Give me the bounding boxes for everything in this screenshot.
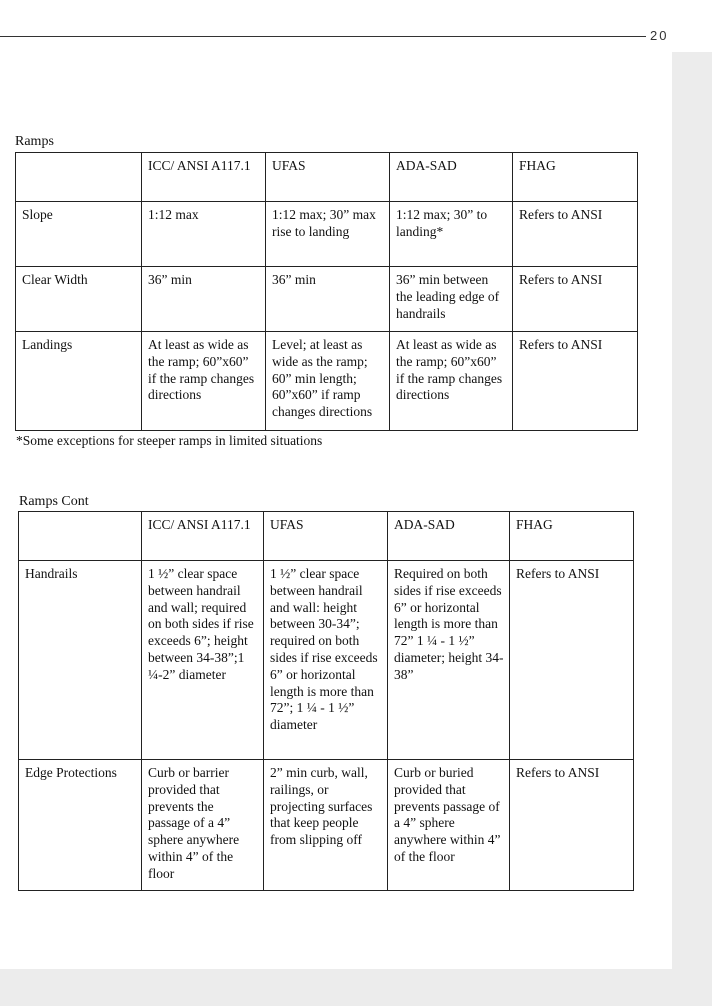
table-row: [19, 561, 634, 760]
cell-fhag: Refers to ANSI: [513, 332, 638, 431]
cell-icc: 1 ½” clear space between handrail and wall; required on both sides if rise exceeds 6”; height between 34-38”;1 ¼-2” diameter: [142, 561, 264, 760]
column-header-ufas: UFAS: [264, 512, 388, 561]
ramps-title: Ramps: [15, 134, 54, 149]
cell-fhag: Refers to ANSI: [510, 561, 634, 760]
cell-fhag: Refers to ANSI: [513, 267, 638, 332]
table-row: [16, 202, 638, 267]
page-header: [0, 0, 712, 52]
cell-icc: At least as wide as the ramp; 60”x60” if the ramp changes directions: [142, 332, 266, 431]
row-label-handrails: Handrails: [19, 561, 142, 760]
ramps-footnote: *Some exceptions for steeper ramps in limited situations: [16, 433, 323, 448]
column-header-fhag: FHAG: [510, 512, 634, 561]
ramps-cont-card: [10, 484, 644, 902]
column-header-blank: [16, 153, 142, 202]
column-header-fhag: FHAG: [513, 153, 638, 202]
column-header-icc-ansi: ICC/ ANSI A117.1: [142, 153, 266, 202]
cell-icc: 36” min: [142, 267, 266, 332]
row-label-clear-width: Clear Width: [16, 267, 142, 332]
cell-ufas: 2” min curb, wall, railings, or projecting surfaces that keep people from slipping off: [264, 760, 388, 891]
cell-fhag: Refers to ANSI: [510, 760, 634, 891]
table-row: [16, 332, 638, 431]
row-label-landings: Landings: [16, 332, 142, 431]
cell-ada: Curb or buried provided that prevents passage of a 4” sphere anywhere within 4” of the floor: [388, 760, 510, 891]
column-header-icc-ansi: ICC/ ANSI A117.1: [142, 512, 264, 561]
cell-icc: 1:12 max: [142, 202, 266, 267]
row-label-edge-protections: Edge Protections: [19, 760, 142, 891]
header-rule: [0, 36, 646, 37]
ramps-cont-title: Ramps Cont: [19, 494, 89, 509]
table-row: [19, 760, 634, 891]
cell-ufas: 1:12 max; 30” max rise to landing: [266, 202, 390, 267]
column-header-ada-sad: ADA-SAD: [390, 153, 513, 202]
cell-ada: Required on both sides if rise exceeds 6” or horizontal length is more than 72” 1 ¼ - 1 ½” diameter; height 34-38”: [388, 561, 510, 760]
cell-ufas: 1 ½” clear space between handrail and wall: height between 30-34”; required on both sides if rise exceeds 6” or horizontal length is more than 72”; 1 ¼ - 1 ½” diameter: [264, 561, 388, 760]
ramps-cont-table: [18, 511, 634, 891]
page-number: 20: [650, 28, 669, 43]
cell-ufas: 36” min: [266, 267, 390, 332]
cell-ada: 1:12 max; 30” to landing*: [390, 202, 513, 267]
column-header-ufas: UFAS: [266, 153, 390, 202]
ramps-card: [6, 124, 654, 456]
column-header-blank: [19, 512, 142, 561]
table-header-row: [16, 153, 638, 202]
ramps-table: [15, 152, 638, 431]
table-row: [16, 267, 638, 332]
table-header-row: [19, 512, 634, 561]
cell-ada: 36” min between the leading edge of handrails: [390, 267, 513, 332]
column-header-ada-sad: ADA-SAD: [388, 512, 510, 561]
cell-fhag: Refers to ANSI: [513, 202, 638, 267]
cell-ufas: Level; at least as wide as the ramp; 60” min length; 60”x60” if ramp changes directions: [266, 332, 390, 431]
cell-ada: At least as wide as the ramp; 60”x60” if the ramp changes directions: [390, 332, 513, 431]
cell-icc: Curb or barrier provided that prevents the passage of a 4” sphere anywhere within 4” of the floor: [142, 760, 264, 891]
row-label-slope: Slope: [16, 202, 142, 267]
